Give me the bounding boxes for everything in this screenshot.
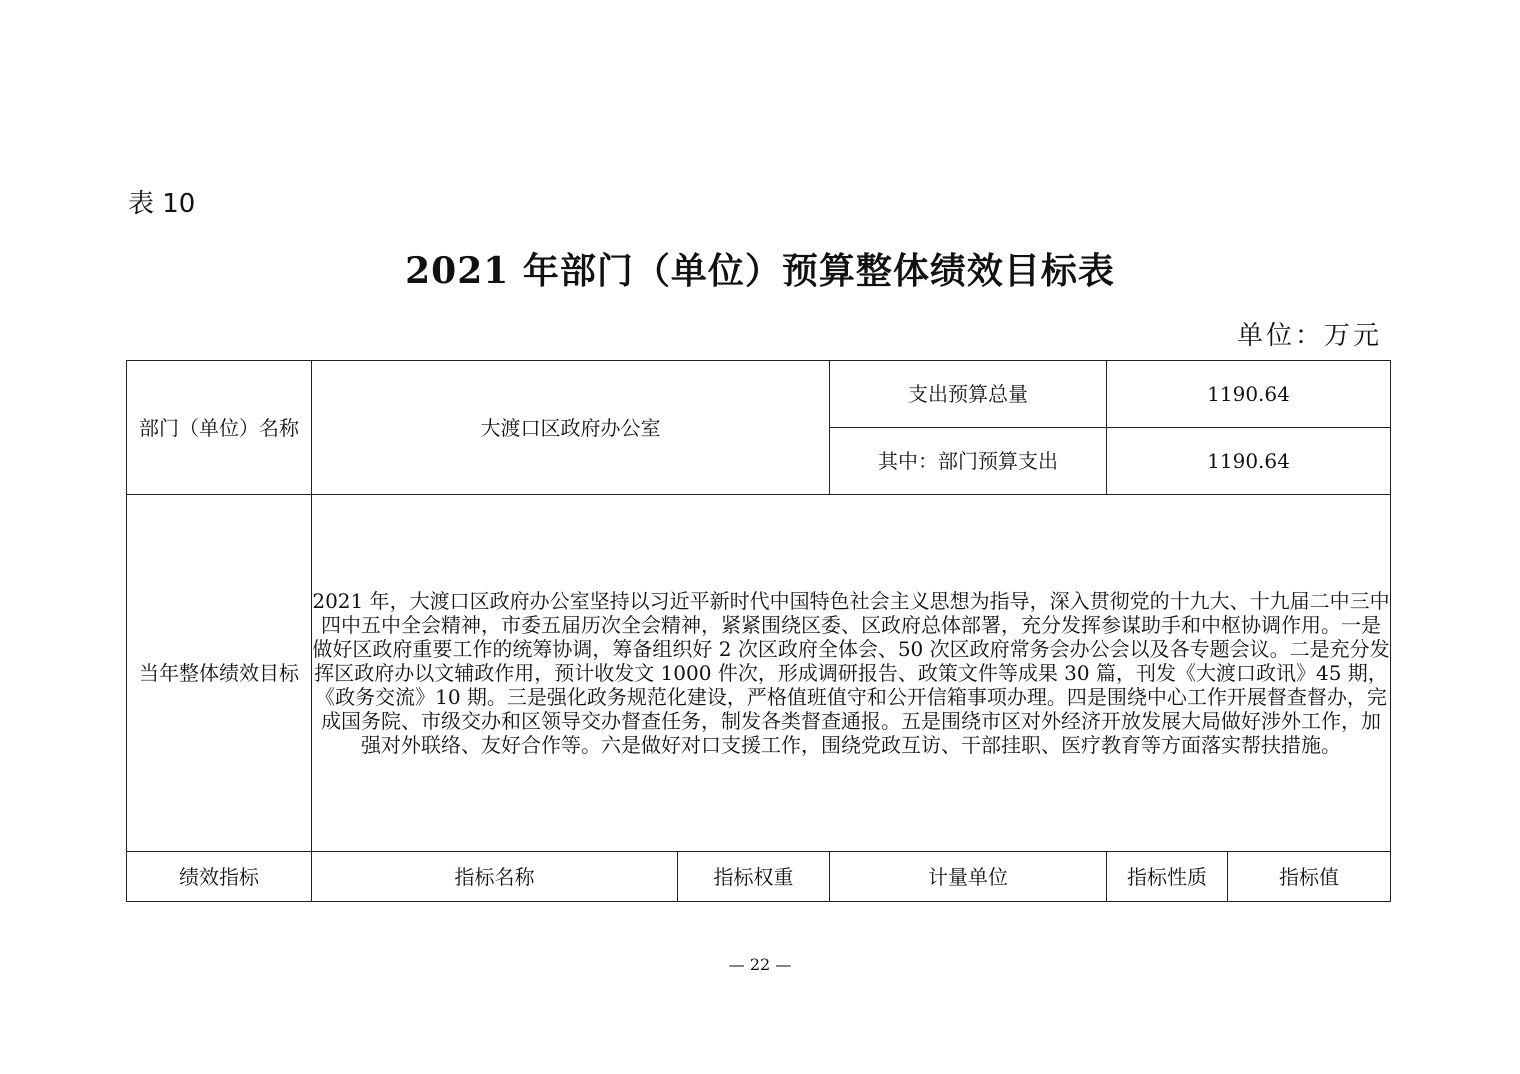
indicator-weight-header: 指标权重 bbox=[678, 852, 830, 902]
measure-unit-header: 计量单位 bbox=[830, 852, 1107, 902]
indicator-nature-header: 指标性质 bbox=[1107, 852, 1228, 902]
total-budget-value-cell: 1190.64 bbox=[1107, 361, 1391, 428]
indicator-value-header: 指标值 bbox=[1228, 852, 1391, 902]
unit-label: 单位：万元 bbox=[1236, 321, 1382, 351]
dept-name-label-cell: 部门（单位）名称 bbox=[127, 361, 312, 495]
performance-target-table bbox=[126, 360, 1391, 902]
indicator-name-header: 指标名称 bbox=[312, 852, 678, 902]
dept-budget-label-cell: 其中：部门预算支出 bbox=[830, 428, 1107, 495]
annual-goal-label-cell: 当年整体绩效目标 bbox=[127, 495, 312, 852]
table-row bbox=[127, 495, 1391, 852]
table-number-label: 表 10 bbox=[128, 189, 196, 219]
total-budget-label-cell: 支出预算总量 bbox=[830, 361, 1107, 428]
indicator-header-row bbox=[127, 852, 1391, 902]
document-title: 2021 年部门（单位）预算整体绩效目标表 bbox=[405, 250, 1115, 292]
annual-goal-text-cell: 2021 年，大渡口区政府办公室坚持以习近平新时代中国特色社会主义思想为指导，深入贯彻党的十九大、十九届二中三中四中五中全会精神，市委五届历次全会精神，紧紧围绕区委、区政府总体部署，充分发挥参谋助手和中枢协调作用。一是做好区政府重要工作的统筹协调，筹备组织好 2 次区政府全体会、50 次区政府常务会办公会以及各专题会议。二是充分发挥区政府办以文辅政作用，预计收发文 1000 件次，形成调研报告、政策文件等成果 30 篇，刊发《大渡口政讯》45 期，《政务交流》10 期。三是强化政务规范化建设，严格值班值守和公开信箱事项办理。四是围绕中心工作开展督查督办，完成国务院、市级交办和区领导交办督查任务，制发各类督查通报。五是围绕市区对外经济开放发展大局做好涉外工作，加强对外联络、友好合作等。六是做好对口支援工作，围绕党政互访、干部挂职、医疗教育等方面落实帮扶措施。 bbox=[312, 495, 1391, 852]
dept-name-value-cell: 大渡口区政府办公室 bbox=[312, 361, 830, 495]
perf-indicator-header: 绩效指标 bbox=[127, 852, 312, 902]
table-row bbox=[127, 361, 1391, 428]
page-number: — 22 — bbox=[728, 955, 792, 974]
dept-budget-value-cell: 1190.64 bbox=[1107, 428, 1391, 495]
